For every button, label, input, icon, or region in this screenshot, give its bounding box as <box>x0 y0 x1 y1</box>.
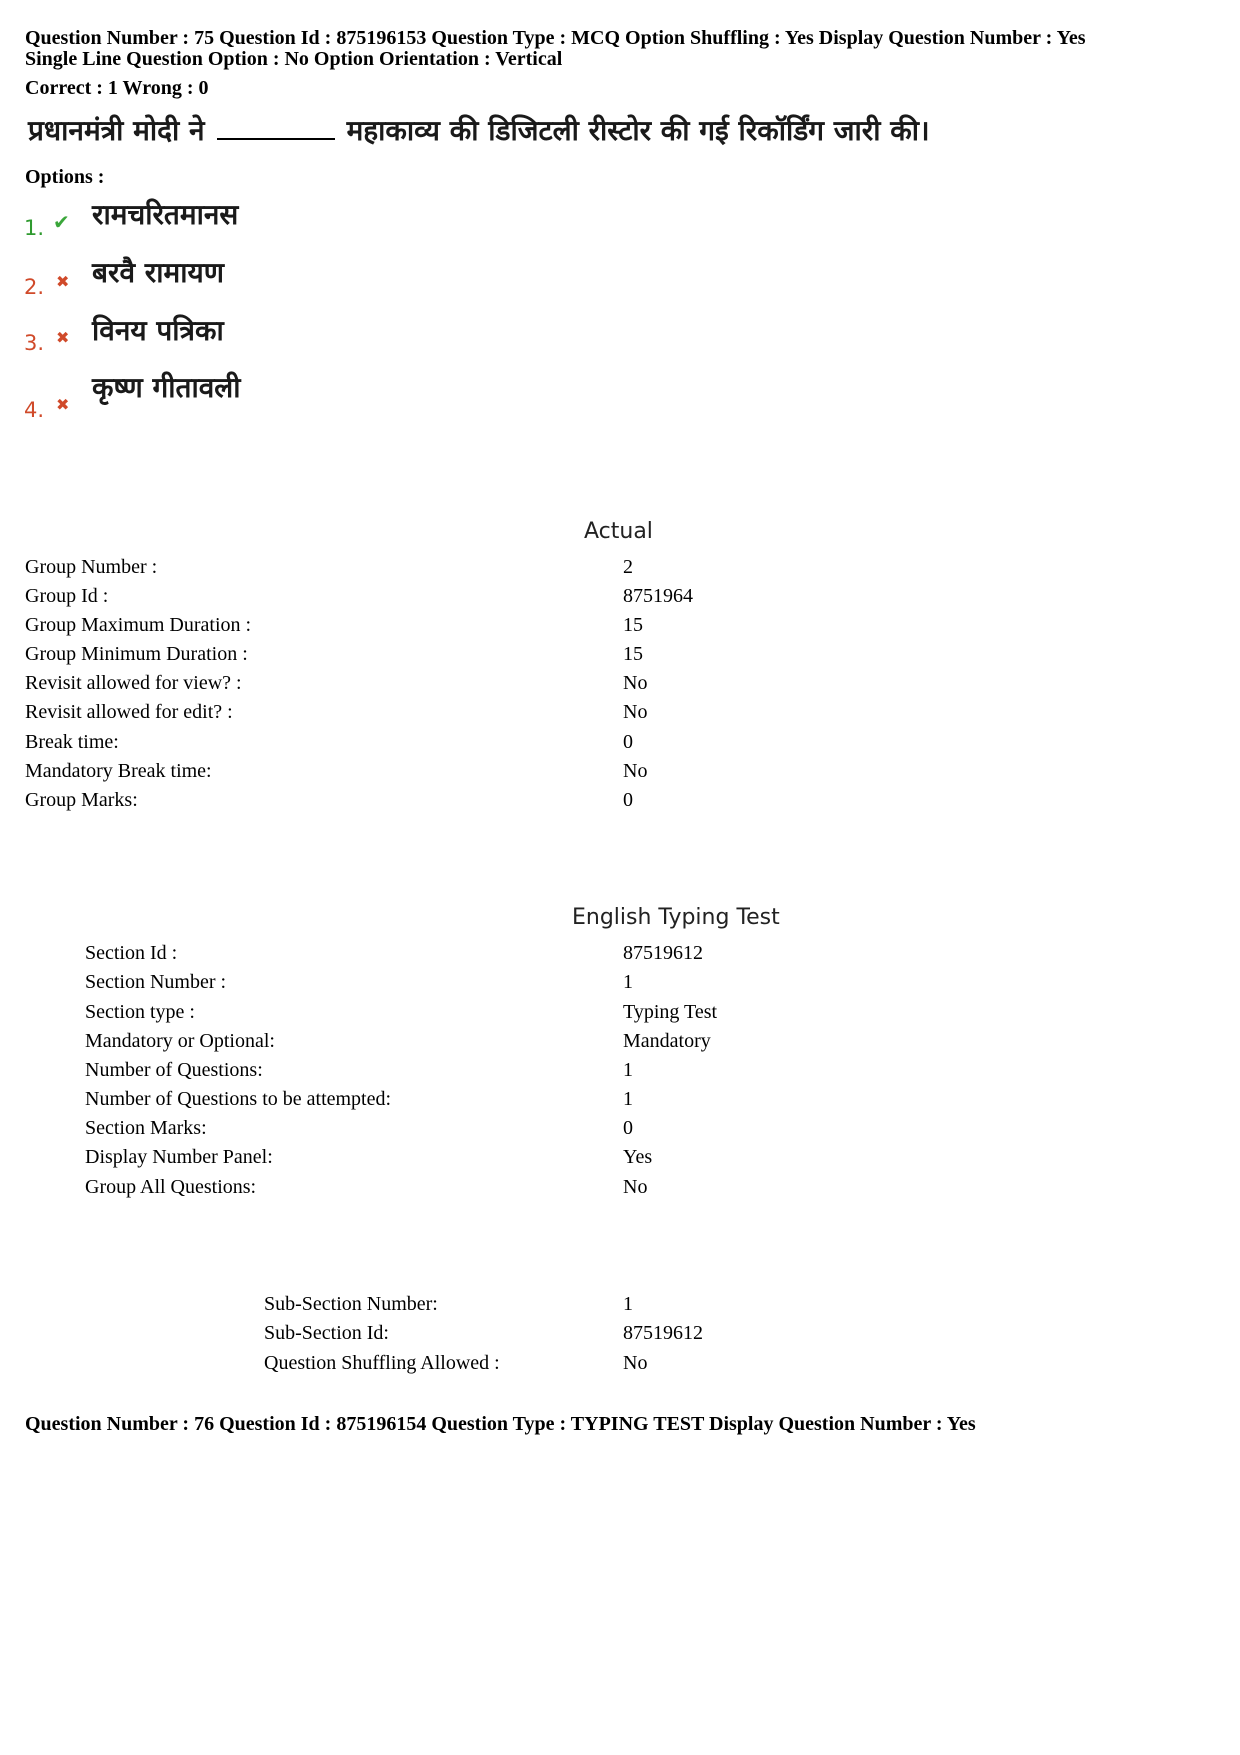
blank-line <box>217 118 335 140</box>
subsection-label: Sub-Section Id: <box>264 1322 389 1344</box>
section-value: 0 <box>623 1117 633 1139</box>
group-label: Break time: <box>25 731 119 753</box>
section-value: 1 <box>623 1088 633 1110</box>
group-title: Actual <box>584 519 653 544</box>
section-label: Section Marks: <box>85 1117 207 1139</box>
section-label: Number of Questions: <box>85 1059 263 1081</box>
section-label: Mandatory or Optional: <box>85 1030 275 1052</box>
group-label: Revisit allowed for edit? : <box>25 701 233 723</box>
option-4-text: कृष्ण गीतावली <box>92 371 241 404</box>
option-2-text: बरवै रामायण <box>92 256 224 289</box>
group-label: Group Minimum Duration : <box>25 643 248 665</box>
section-label: Group All Questions: <box>85 1176 257 1198</box>
options-label: Options : <box>25 166 105 188</box>
group-label: Group Marks: <box>25 789 138 811</box>
wrong-cross-icon: ✖ <box>56 272 70 291</box>
option-1-text: रामचरितमानस <box>92 198 239 231</box>
group-value: 0 <box>623 789 633 811</box>
group-value: 15 <box>623 614 643 636</box>
section-label: Section Number : <box>85 971 227 993</box>
group-label: Group Number : <box>25 556 158 578</box>
option-3-number: 3. <box>24 331 45 355</box>
section-value: 1 <box>623 971 633 993</box>
q75-marks: Correct : 1 Wrong : 0 <box>25 77 209 99</box>
group-value: No <box>623 760 648 782</box>
wrong-cross-icon: ✖ <box>56 328 70 347</box>
group-label: Group Maximum Duration : <box>25 614 252 636</box>
q76-meta-line1: Question Number : 76 Question Id : 875196154 Question Type : TYPING TEST Display Question Number : Yes <box>25 1413 976 1435</box>
wrong-cross-icon: ✖ <box>56 395 70 414</box>
section-value: Mandatory <box>623 1030 711 1052</box>
group-label: Revisit allowed for view? : <box>25 672 242 694</box>
group-value: No <box>623 701 648 723</box>
section-label: Number of Questions to be attempted: <box>85 1088 392 1110</box>
correct-check-icon: ✔ <box>53 210 70 234</box>
section-value: No <box>623 1176 648 1198</box>
subsection-value: 1 <box>623 1293 633 1315</box>
option-2-number: 2. <box>24 275 45 299</box>
question-text-after: महाकाव्य की डिजिटली रीस्टोर की गई रिकॉर्डिंग जारी की। <box>346 114 930 147</box>
group-label: Mandatory Break time: <box>25 760 212 782</box>
group-value: 8751964 <box>623 585 693 607</box>
group-value: 15 <box>623 643 643 665</box>
q75-meta-line1: Question Number : 75 Question Id : 875196153 Question Type : MCQ Option Shuffling : Yes Display Question Number : Yes <box>25 27 1086 49</box>
section-label: Section Id : <box>85 942 178 964</box>
subsection-label: Question Shuffling Allowed : <box>264 1352 500 1374</box>
section-value: 1 <box>623 1059 633 1081</box>
group-value: 2 <box>623 556 633 578</box>
subsection-label: Sub-Section Number: <box>264 1293 438 1315</box>
group-value: 0 <box>623 731 633 753</box>
section-value: Yes <box>623 1146 653 1168</box>
subsection-value: No <box>623 1352 648 1374</box>
subsection-value: 87519612 <box>623 1322 703 1344</box>
option-3-text: विनय पत्रिका <box>92 314 224 347</box>
section-label: Section type : <box>85 1001 195 1023</box>
group-label: Group Id : <box>25 585 109 607</box>
option-1-number: 1. <box>24 216 45 240</box>
section-label: Display Number Panel: <box>85 1146 273 1168</box>
question-text-before: प्रधानमंत्री मोदी ने <box>28 114 205 147</box>
q75-meta-line2: Single Line Question Option : No Option Orientation : Vertical <box>25 48 563 70</box>
section-title: English Typing Test <box>572 905 780 930</box>
section-value: 87519612 <box>623 942 703 964</box>
section-value: Typing Test <box>623 1001 718 1023</box>
option-4-number: 4. <box>24 398 45 422</box>
question-text <box>28 113 930 149</box>
group-value: No <box>623 672 648 694</box>
